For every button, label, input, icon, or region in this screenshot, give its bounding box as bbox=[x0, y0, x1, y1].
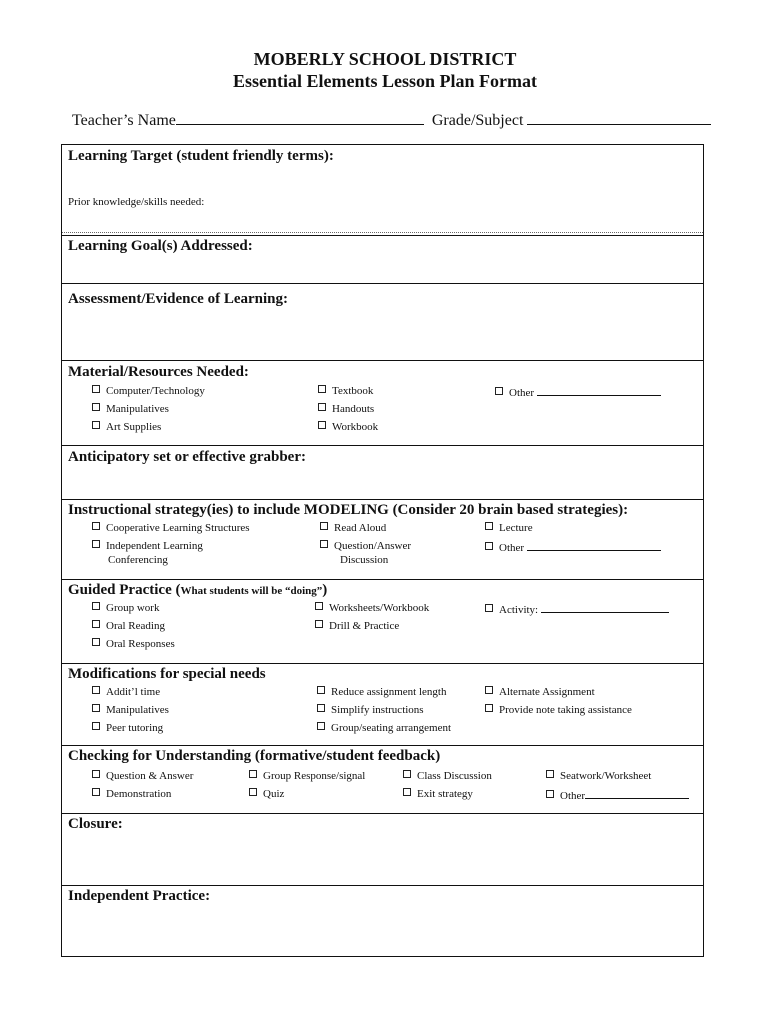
option-independent-learning[interactable]: Independent Learning bbox=[92, 540, 203, 553]
option-demonstration[interactable]: Demonstration bbox=[92, 788, 171, 801]
modifications-title: Modifications for special needs bbox=[68, 666, 266, 682]
checkbox-icon[interactable] bbox=[320, 522, 328, 530]
option-simplify-instructions[interactable]: Simplify instructions bbox=[317, 704, 424, 717]
option-additional-time[interactable]: Addit’l time bbox=[92, 686, 160, 699]
checkbox-icon[interactable] bbox=[249, 788, 257, 796]
checkbox-icon[interactable] bbox=[546, 790, 554, 798]
teacher-info-line bbox=[72, 110, 711, 130]
closure-section bbox=[62, 813, 703, 885]
option-class-discussion[interactable]: Class Discussion bbox=[403, 770, 492, 783]
option-seatwork-worksheet[interactable]: Seatwork/Worksheet bbox=[546, 770, 651, 783]
checkbox-icon[interactable] bbox=[485, 604, 493, 612]
option-other[interactable]: Other bbox=[485, 540, 661, 555]
assessment-title: Assessment/Evidence of Learning: bbox=[68, 291, 288, 307]
lesson-plan-form bbox=[61, 144, 704, 957]
checkbox-icon[interactable] bbox=[318, 385, 326, 393]
option-worksheets-workbook[interactable]: Worksheets/Workbook bbox=[315, 602, 429, 615]
checkbox-icon[interactable] bbox=[320, 540, 328, 548]
option-computer-technology[interactable]: Computer/Technology bbox=[92, 385, 205, 398]
checkbox-icon[interactable] bbox=[495, 387, 503, 395]
learning-goals-title: Learning Goal(s) Addressed: bbox=[68, 238, 253, 254]
option-cooperative-learning[interactable]: Cooperative Learning Structures bbox=[92, 522, 250, 535]
guided-practice-section bbox=[62, 579, 703, 663]
closure-title: Closure: bbox=[68, 816, 123, 832]
checkbox-icon[interactable] bbox=[92, 638, 100, 646]
district-title: MOBERLY SCHOOL DISTRICT bbox=[253, 49, 517, 69]
materials-title: Material/Resources Needed: bbox=[68, 364, 249, 380]
checkbox-icon[interactable] bbox=[92, 770, 100, 778]
anticipatory-title: Anticipatory set or effective grabber: bbox=[68, 449, 306, 465]
prior-knowledge-label: Prior knowledge/skills needed: bbox=[68, 196, 205, 208]
checkbox-icon[interactable] bbox=[485, 522, 493, 530]
checkbox-icon[interactable] bbox=[92, 385, 100, 393]
option-lecture[interactable]: Lecture bbox=[485, 522, 533, 535]
option-question-answer[interactable]: Question & Answer bbox=[92, 770, 193, 783]
option-quiz[interactable]: Quiz bbox=[249, 788, 284, 801]
option-group-work[interactable]: Group work bbox=[92, 602, 159, 615]
checkbox-icon[interactable] bbox=[92, 421, 100, 429]
checkbox-icon[interactable] bbox=[317, 686, 325, 694]
checkbox-icon[interactable] bbox=[403, 770, 411, 778]
option-discussion-label: Discussion bbox=[340, 554, 389, 566]
option-reduce-length[interactable]: Reduce assignment length bbox=[317, 686, 446, 699]
section-divider bbox=[62, 232, 703, 233]
anticipatory-section bbox=[62, 445, 703, 499]
checkbox-icon[interactable] bbox=[92, 540, 100, 548]
grade-subject-field[interactable] bbox=[527, 110, 711, 125]
checkbox-icon[interactable] bbox=[92, 788, 100, 796]
option-manipulatives[interactable]: Manipulatives bbox=[92, 704, 169, 717]
checkbox-icon[interactable] bbox=[92, 403, 100, 411]
checkbox-icon[interactable] bbox=[318, 421, 326, 429]
checkbox-icon[interactable] bbox=[92, 522, 100, 530]
checkbox-icon[interactable] bbox=[318, 403, 326, 411]
checkbox-icon[interactable] bbox=[485, 686, 493, 694]
option-read-aloud[interactable]: Read Aloud bbox=[320, 522, 386, 535]
checkbox-icon[interactable] bbox=[92, 704, 100, 712]
option-question-answer[interactable]: Question/Answer bbox=[320, 540, 411, 553]
option-activity[interactable]: Activity: bbox=[485, 602, 669, 617]
option-oral-responses[interactable]: Oral Responses bbox=[92, 638, 175, 651]
guided-practice-title: Guided Practice (What students will be “doing”) bbox=[68, 582, 328, 598]
checkbox-icon[interactable] bbox=[92, 602, 100, 610]
checkbox-icon[interactable] bbox=[485, 704, 493, 712]
learning-target-section bbox=[62, 145, 703, 235]
checking-understanding-section bbox=[62, 745, 703, 813]
option-conferencing-label: Conferencing bbox=[108, 554, 168, 566]
checkbox-icon[interactable] bbox=[485, 542, 493, 550]
checkbox-icon[interactable] bbox=[315, 602, 323, 610]
learning-goals-section bbox=[62, 235, 703, 283]
option-group-response[interactable]: Group Response/signal bbox=[249, 770, 365, 783]
independent-practice-section bbox=[62, 885, 703, 956]
option-workbook[interactable]: Workbook bbox=[318, 421, 378, 434]
independent-practice-title: Independent Practice: bbox=[68, 888, 211, 904]
checkbox-icon[interactable] bbox=[92, 722, 100, 730]
grade-subject-label: Grade/Subject bbox=[431, 112, 524, 129]
checkbox-icon[interactable] bbox=[249, 770, 257, 778]
form-title: Essential Elements Lesson Plan Format bbox=[233, 71, 537, 91]
option-exit-strategy[interactable]: Exit strategy bbox=[403, 788, 473, 801]
option-peer-tutoring[interactable]: Peer tutoring bbox=[92, 722, 163, 735]
instructional-title: Instructional strategy(ies) to include MODELING (Consider 20 brain based strategies): bbox=[68, 502, 629, 518]
option-note-taking[interactable]: Provide note taking assistance bbox=[485, 704, 632, 717]
checkbox-icon[interactable] bbox=[92, 686, 100, 694]
option-art-supplies[interactable]: Art Supplies bbox=[92, 421, 161, 434]
learning-target-title: Learning Target (student friendly terms): bbox=[68, 148, 334, 164]
checkbox-icon[interactable] bbox=[403, 788, 411, 796]
option-other[interactable]: Other bbox=[546, 788, 689, 803]
option-other[interactable]: Other bbox=[495, 385, 661, 400]
checkbox-icon[interactable] bbox=[317, 704, 325, 712]
modifications-section bbox=[62, 663, 703, 745]
option-handouts[interactable]: Handouts bbox=[318, 403, 374, 416]
checking-understanding-title: Checking for Understanding (formative/student feedback) bbox=[68, 748, 441, 764]
option-group-seating[interactable]: Group/seating arrangement bbox=[317, 722, 451, 735]
option-drill-practice[interactable]: Drill & Practice bbox=[315, 620, 399, 633]
checkbox-icon[interactable] bbox=[315, 620, 323, 628]
checkbox-icon[interactable] bbox=[317, 722, 325, 730]
option-alternate-assignment[interactable]: Alternate Assignment bbox=[485, 686, 595, 699]
materials-section bbox=[62, 360, 703, 445]
assessment-section bbox=[62, 283, 703, 360]
checkbox-icon[interactable] bbox=[92, 620, 100, 628]
option-oral-reading[interactable]: Oral Reading bbox=[92, 620, 165, 633]
instructional-section bbox=[62, 499, 703, 579]
option-textbook[interactable]: Textbook bbox=[318, 385, 373, 398]
checkbox-icon[interactable] bbox=[546, 770, 554, 778]
teacher-name-field[interactable] bbox=[176, 110, 424, 125]
option-manipulatives[interactable]: Manipulatives bbox=[92, 403, 169, 416]
teacher-name-label: Teacher’s Name bbox=[72, 112, 176, 129]
